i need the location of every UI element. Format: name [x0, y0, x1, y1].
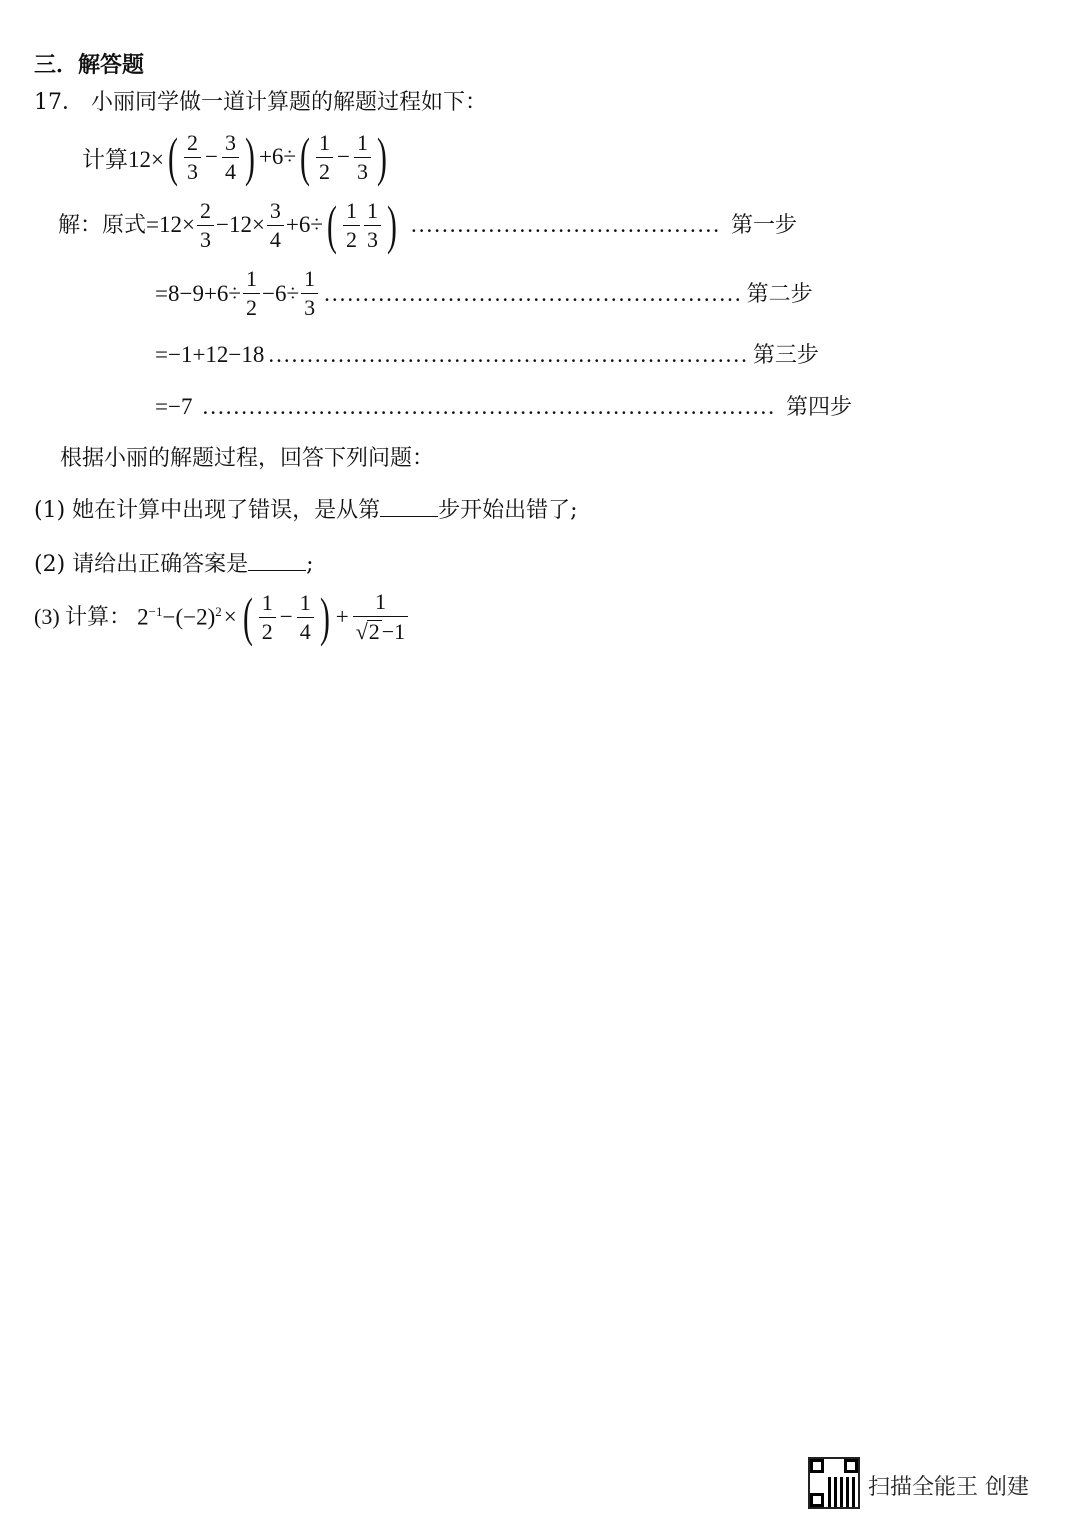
fraction: [222, 129, 239, 184]
frac-den: 2: [316, 157, 333, 183]
question-text: 步开始出错了;: [438, 498, 578, 523]
solution-step-1: [58, 195, 798, 255]
step-name: 第二步: [746, 280, 813, 306]
left-paren: (: [300, 127, 310, 187]
step-eq: =8−9+6÷: [155, 280, 242, 306]
dot-leader: ..........................................................................: [202, 394, 776, 419]
question-3: [34, 587, 410, 647]
frac-den: [353, 616, 409, 643]
problem-intro: [34, 88, 487, 118]
exponent: −1: [148, 603, 163, 619]
dot-leader: ..............................................................: [268, 342, 749, 367]
question-text: ;: [306, 552, 314, 577]
frac-num: 2: [186, 129, 198, 155]
operator: −: [279, 604, 293, 629]
step-name: 第一步: [731, 212, 798, 237]
operator: +: [335, 604, 349, 629]
frac-den: 3: [197, 225, 214, 251]
frac-den: 3: [364, 225, 381, 251]
left-paren: (: [168, 127, 178, 187]
fraction: [343, 197, 360, 252]
frac-num: 1: [374, 589, 386, 614]
solution-step-3: [155, 340, 819, 370]
frac-num: 1: [246, 266, 258, 291]
exponent: 2: [215, 603, 222, 619]
frac-den: 3: [354, 157, 371, 183]
frac-den: 2: [259, 617, 276, 643]
step-mid: +6÷: [285, 212, 324, 237]
frac-num: 1: [357, 129, 369, 155]
fraction: [259, 589, 276, 644]
fraction: [353, 591, 409, 643]
sqrt-sign-icon: √: [355, 619, 368, 644]
solution-step-2: [155, 266, 813, 320]
problem-number: 17．: [34, 90, 84, 115]
frac-num: 1: [261, 589, 273, 615]
sqrt: [356, 620, 382, 643]
expr-mid: +6÷: [258, 144, 297, 169]
frac-den: 4: [222, 157, 239, 183]
frac-num: 1: [299, 589, 311, 615]
term: [163, 604, 222, 631]
qr-code-icon: [810, 1459, 858, 1507]
solution-step-4: [155, 392, 852, 422]
frac-num: 1: [304, 266, 316, 291]
frac-num: 1: [319, 129, 331, 155]
expression-line: [82, 127, 391, 187]
frac-den: 3: [301, 293, 318, 319]
fraction: [301, 268, 318, 319]
frac-num: 3: [269, 197, 281, 223]
fraction: [267, 197, 284, 252]
answer-blank[interactable]: [248, 548, 306, 571]
answer-blank[interactable]: [380, 494, 438, 517]
term-value: −(−2): [162, 604, 216, 630]
fraction: [316, 129, 333, 184]
step-mid: −6÷: [262, 280, 300, 306]
frac-num: 3: [224, 129, 236, 155]
frac-num: 1: [367, 197, 379, 223]
operator: −: [337, 144, 351, 169]
frac-num: 1: [346, 197, 358, 223]
step-name: 第四步: [785, 394, 852, 419]
question-text: (2) 请给出正确答案是: [34, 552, 249, 577]
question-text: (1) 她在计算中出现了错误，是从第: [34, 498, 381, 523]
frac-den: 2: [243, 293, 260, 319]
dot-leader: ......................................................: [324, 280, 743, 306]
problem-text: 小丽同学做一道计算题的解题过程如下：: [91, 90, 488, 115]
right-paren: ): [387, 195, 397, 255]
step-eq: =12×: [146, 212, 195, 237]
expr-prefix: 计算12×: [82, 146, 164, 172]
frac-den: 2: [343, 225, 360, 251]
watermark-text: 扫描全能王 创建: [868, 1475, 1029, 1500]
right-paren: ): [319, 587, 330, 647]
section-title: 三．解答题: [34, 52, 145, 78]
instruction-text: 根据小丽的解题过程，回答下列问题：: [60, 446, 435, 471]
fraction: [354, 129, 371, 184]
step-name: 第三步: [752, 342, 819, 367]
frac-den: 3: [184, 157, 201, 183]
frac-den: 4: [267, 225, 284, 251]
sqrt-radicand: 2: [368, 619, 380, 644]
question-text: (3) 计算：: [34, 604, 132, 629]
operator: ×: [223, 604, 237, 629]
left-paren: (: [327, 195, 337, 255]
left-paren: (: [242, 587, 253, 647]
right-paren: ): [244, 127, 255, 187]
fraction: [184, 129, 201, 184]
fraction: [197, 197, 214, 252]
question-2: [34, 548, 314, 580]
frac-num: 2: [199, 197, 211, 223]
solution-label: 解：原式: [58, 212, 147, 237]
den-rest: −1: [381, 619, 406, 644]
fraction: [364, 197, 381, 252]
fraction: [243, 268, 260, 319]
operator: −: [204, 144, 218, 169]
base-value: 2: [137, 604, 149, 630]
question-1: [34, 494, 578, 526]
step-eq: =−1+12−18: [155, 342, 265, 367]
fraction: [297, 589, 314, 644]
frac-den: 4: [297, 617, 314, 643]
right-paren: ): [377, 127, 387, 187]
dot-leader: ........................................: [411, 212, 721, 237]
base: [137, 604, 162, 631]
step-mid: −12×: [215, 212, 265, 237]
step-eq: =−7: [155, 394, 193, 419]
